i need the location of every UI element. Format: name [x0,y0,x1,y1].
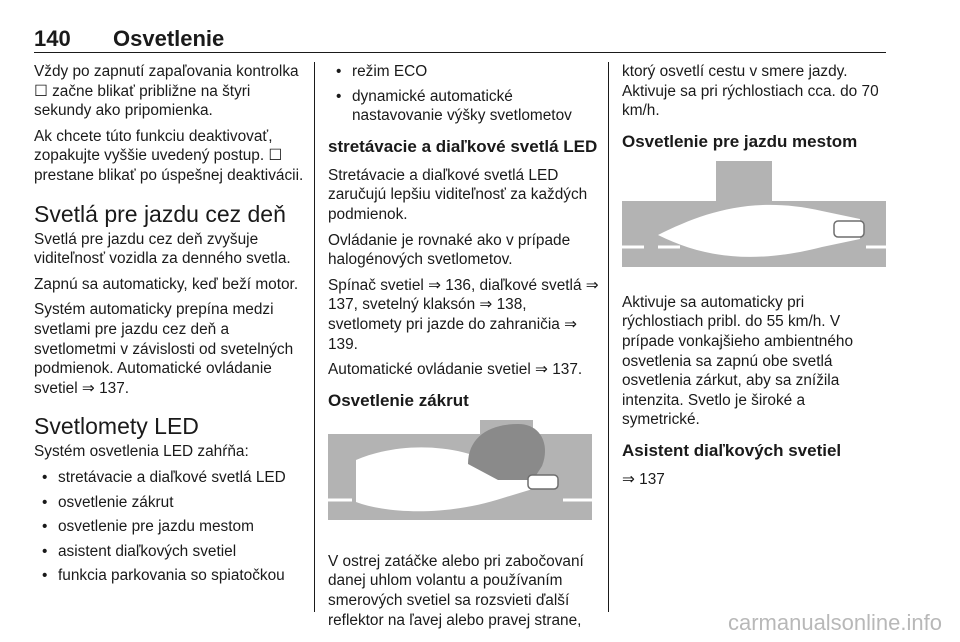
paragraph: ktorý osvetlí cestu v smere jazdy. Aktivuje sa pri rýchlostiach cca. do 70 km/h. [622,63,879,120]
town-light-illustration [622,161,886,277]
heading-low-high-beam: stretávacie a diaľkové svetlá LED [328,136,598,156]
list-item: • osvetlenie zákrut [34,493,306,513]
paragraph: Ovládanie je rovnaké ako v prípade halogénových svetlometov. [328,231,571,269]
column-1 [34,62,306,594]
heading-daytime-running-lights: Svetlá pre jazdu cez deň [34,200,286,227]
heading-town-light: Osvetlenie pre jazdu mestom [622,131,858,151]
heading-led-headlights: Svetlomety LED [34,413,199,440]
heading-cornering-light: Osvetlenie zákrut [328,390,469,410]
list-item: • režim ECO [328,62,600,82]
column-2 [328,62,600,636]
paragraph: Stretávacie a diaľkové svetlá LED zaručujú lepšiu viditeľnosť za každých podmienok. [328,166,588,223]
list-item: • stretávacie a diaľkové svetlá LED [34,468,306,488]
page-number: 140 [34,26,71,51]
list-item: • asistent diaľkových svetiel [34,542,306,562]
watermark: carmanualsonline.info [727,610,942,635]
list-item: • funkcia parkovania so spiatočkou [34,566,306,586]
paragraph: Ak chcete túto funkciu deaktivovať, zopakujte vyššie uvedený postup. ☐ prestane blikať po úspešnej deaktivácii. [34,127,304,184]
column-divider [608,62,609,612]
paragraph: Automatické ovládanie svetiel ⇒ 137. [328,361,583,379]
paragraph: Aktivuje sa automaticky pri rýchlostiach pribl. do 55 km/h. V prípade vonkajšieho ambientného osvetlenia sa zapnú obe svetlá osvetlenia zárkut, aby sa znížila intenzita. Svetlo je široké a symetrické. [622,293,854,429]
list-item: • dynamické automatické nastavovanie výšky svetlometov [328,87,600,126]
led-feature-list-continued [328,62,600,126]
led-feature-list [34,468,306,586]
cornering-light-illustration [328,420,592,536]
paragraph: V ostrej zatáčke alebo pri zabočovaní danej uhlom volantu a používaním smerových svetiel sa rozsvieti ďalší reflektor na ľavej alebo pravej strane, [328,552,584,629]
section-title: Osvetlenie [113,26,225,51]
paragraph: Spínač svetiel ⇒ 136, diaľkové svetlá ⇒ 137, svetelný klaksón ⇒ 138, svetlomety pri jazde do zahraničia ⇒ 139. [328,276,599,353]
paragraph: Zapnú sa automaticky, keď beží motor. [34,275,299,293]
list-item: • osvetlenie pre jazdu mestom [34,517,306,537]
paragraph: Systém automaticky prepína medzi svetlami pre jazdu cez deň a svetlometmi v závislosti od svetelných podmienok. Automatické ovládanie svetiel ⇒ 137. [34,301,294,397]
paragraph: Svetlá pre jazdu cez deň zvyšuje viditeľnosť vozidla za denného svetla. [34,230,291,268]
header-rule [34,52,886,53]
paragraph: ⇒ 137 [622,470,665,488]
heading-high-beam-assist: Asistent diaľkových svetiel [622,440,842,460]
page-header [34,26,886,50]
column-divider [314,62,315,612]
paragraph: Vždy po zapnutí zapaľovania kontrolka ☐ začne blikať približne na štyri sekundy ako pripomienka. [34,63,299,120]
column-3 [622,62,886,496]
paragraph: Systém osvetlenia LED zahŕňa: [34,443,249,461]
